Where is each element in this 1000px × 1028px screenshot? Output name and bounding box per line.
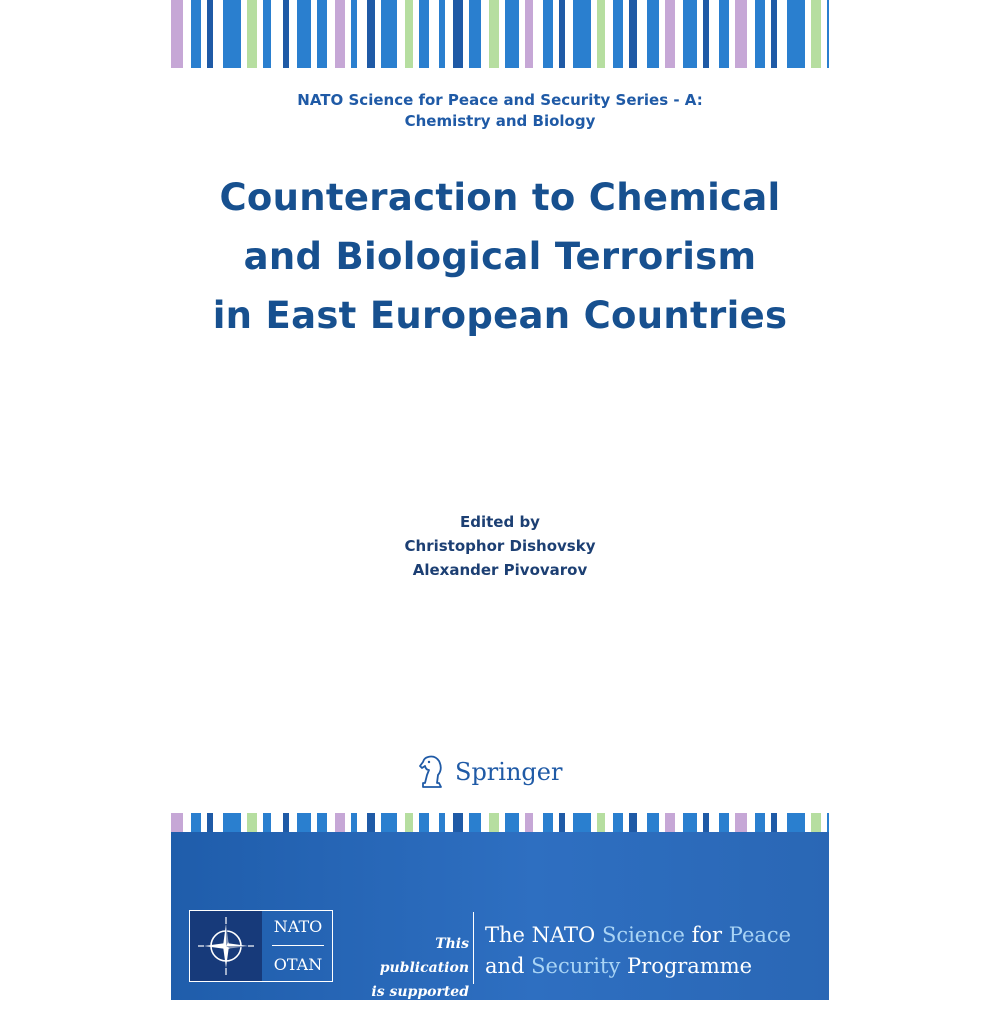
book-cover	[171, 0, 829, 1024]
support-statement	[351, 932, 469, 1028]
programme-line-2	[485, 951, 791, 982]
decorative-stripe	[263, 813, 271, 832]
decorative-stripe	[665, 813, 675, 832]
decorative-stripe	[367, 0, 375, 68]
decorative-stripe	[827, 0, 829, 68]
decorative-stripe	[223, 0, 241, 68]
decorative-stripe	[827, 813, 829, 832]
nato-separator	[272, 945, 324, 946]
decorative-stripe	[247, 813, 257, 832]
decorative-stripe	[613, 0, 623, 68]
programme-text: for	[684, 923, 729, 947]
series-line-2: Chemistry and Biology	[404, 112, 596, 130]
decorative-stripe	[317, 0, 327, 68]
support-line-2: is supported by:	[371, 984, 469, 1024]
decorative-stripe	[771, 0, 777, 68]
decorative-stripe	[597, 0, 605, 68]
nato-compass-icon	[190, 911, 262, 981]
series-line-1: NATO Science for Peace and Security Series - A:	[297, 91, 703, 109]
decorative-stripe	[597, 813, 605, 832]
decorative-stripe	[335, 0, 345, 68]
decorative-stripe	[647, 813, 659, 832]
decorative-stripe	[683, 0, 697, 68]
decorative-stripe	[171, 813, 183, 832]
decorative-stripe	[719, 813, 729, 832]
decorative-stripe	[755, 0, 765, 68]
decorative-stripe	[787, 813, 805, 832]
decorative-stripe	[367, 813, 375, 832]
decorative-stripe	[771, 813, 777, 832]
editor-name: Christophor Dishovsky	[404, 537, 596, 555]
decorative-stripe	[703, 813, 709, 832]
title-line-2: and Biological Terrorism	[243, 235, 757, 278]
nato-logo	[189, 910, 333, 982]
decorative-stripe	[405, 0, 413, 68]
decorative-stripe	[283, 813, 289, 832]
decorative-stripe	[405, 813, 413, 832]
programme-text: and	[485, 954, 532, 978]
middle-stripe-band	[171, 813, 829, 832]
decorative-stripe	[351, 0, 357, 68]
decorative-stripe	[787, 0, 805, 68]
nato-label: NATO	[273, 917, 323, 936]
programme-highlight-science: Science	[601, 923, 685, 947]
decorative-stripe	[647, 0, 659, 68]
decorative-stripe	[469, 0, 481, 68]
decorative-stripe	[207, 813, 213, 832]
decorative-stripe	[381, 0, 397, 68]
decorative-stripe	[505, 813, 519, 832]
decorative-stripe	[755, 813, 765, 832]
decorative-stripe	[317, 813, 327, 832]
decorative-stripe	[683, 813, 697, 832]
decorative-stripe	[525, 813, 533, 832]
decorative-stripe	[489, 0, 499, 68]
decorative-stripe	[735, 813, 747, 832]
decorative-stripe	[629, 813, 637, 832]
top-stripe-band	[171, 0, 829, 68]
decorative-stripe	[297, 0, 311, 68]
series-title	[171, 90, 829, 132]
nato-footer	[171, 832, 829, 1024]
decorative-stripe	[719, 0, 729, 68]
decorative-stripe	[381, 813, 397, 832]
decorative-stripe	[573, 813, 591, 832]
decorative-stripe	[247, 0, 257, 68]
programme-text: Programme	[620, 954, 753, 978]
decorative-stripe	[735, 0, 747, 68]
decorative-stripe	[439, 813, 445, 832]
publisher-name: Springer	[455, 758, 563, 786]
programme-highlight-peace: Peace	[728, 923, 792, 947]
decorative-stripe	[453, 0, 463, 68]
decorative-stripe	[419, 813, 429, 832]
decorative-stripe	[171, 0, 183, 68]
decorative-stripe	[283, 0, 289, 68]
decorative-stripe	[439, 0, 445, 68]
decorative-stripe	[335, 813, 345, 832]
decorative-stripe	[297, 813, 311, 832]
decorative-stripe	[419, 0, 429, 68]
support-line-1: This publication	[379, 936, 469, 976]
decorative-stripe	[559, 813, 565, 832]
decorative-stripe	[559, 0, 565, 68]
decorative-stripe	[207, 0, 213, 68]
programme-highlight-security: Security	[531, 954, 621, 978]
decorative-stripe	[543, 0, 553, 68]
decorative-stripe	[263, 0, 271, 68]
programme-line-1	[485, 920, 791, 951]
decorative-stripe	[191, 0, 201, 68]
decorative-stripe	[191, 813, 201, 832]
decorative-stripe	[525, 0, 533, 68]
programme-name	[485, 920, 791, 982]
otan-label: OTAN	[273, 955, 323, 974]
nato-wordmark	[264, 911, 332, 981]
title-line-3: in East European Countries	[212, 294, 788, 337]
title-line-1: Counteraction to Chemical	[219, 176, 781, 219]
decorative-stripe	[573, 0, 591, 68]
decorative-stripe	[469, 813, 481, 832]
edited-by-label: Edited by	[460, 513, 540, 531]
decorative-stripe	[351, 813, 357, 832]
decorative-stripe	[489, 813, 499, 832]
decorative-stripe	[543, 813, 553, 832]
springer-horse-icon	[417, 753, 447, 791]
decorative-stripe	[703, 0, 709, 68]
decorative-stripe	[453, 813, 463, 832]
decorative-stripe	[629, 0, 637, 68]
publisher-logo	[417, 752, 562, 792]
decorative-stripe	[665, 0, 675, 68]
footer-divider	[473, 912, 474, 984]
decorative-stripe	[223, 813, 241, 832]
editor-name: Alexander Pivovarov	[412, 561, 588, 579]
decorative-stripe	[811, 813, 821, 832]
decorative-stripe	[811, 0, 821, 68]
programme-text: The NATO	[485, 923, 602, 947]
editors-block	[171, 510, 829, 582]
book-title	[171, 168, 829, 345]
decorative-stripe	[505, 0, 519, 68]
decorative-stripe	[613, 813, 623, 832]
